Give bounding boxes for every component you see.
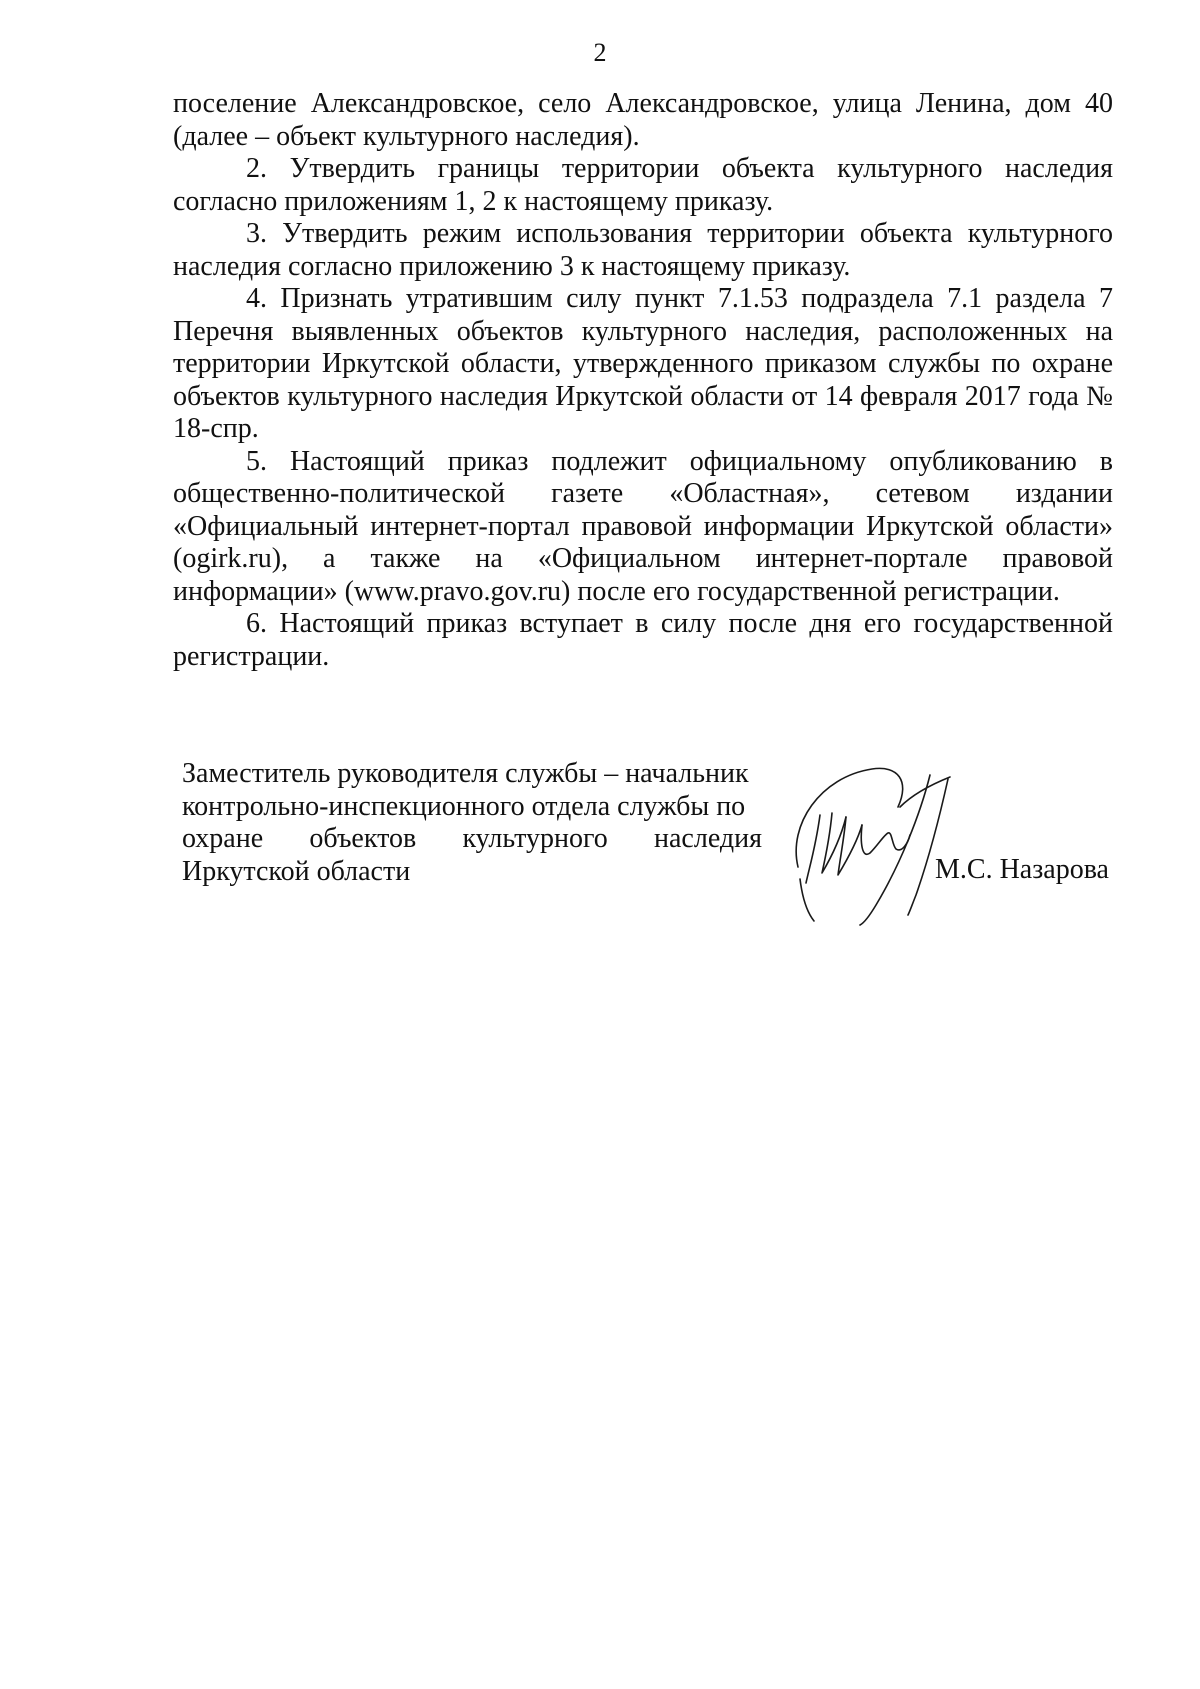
paragraph-2-boundaries: 2. Утвердить границы территории объекта культурного наследия согласно приложениям 1, 2 к настоящему приказу.	[173, 153, 1113, 217]
handwritten-signature	[780, 755, 970, 930]
paragraph-4-repeal: 4. Признать утратившим силу пункт 7.1.53 подраздела 7.1 раздела 7 Перечня выявленных объектов культурного наследия, расположенных на территории Иркутской области, утвержденного приказом службы по охране объектов культурного наследия Иркутской области от 14 февраля 2017 года № 18-спр.	[173, 283, 1113, 444]
position-line-3: охране объектов культурного наследия	[182, 823, 762, 854]
paragraph-5-publication: 5. Настоящий приказ подлежит официальному опубликованию в общественно-политической газете «Областная», сетевом издании «Официальный интернет-портал правовой информации Иркутской области» (ogirk.ru), а также на «Официальном интернет-портале правовой информации» (www.pravo.gov.ru) после его государственной регистрации.	[173, 445, 1113, 607]
paragraph-3-usage-regime: 3. Утвердить режим использования территории объекта культурного наследия согласно приложению 3 к настоящему приказу.	[173, 218, 1113, 282]
position-line-1: Заместитель руководителя службы – начальник	[182, 758, 749, 789]
paragraph-1-continuation: поселение Александровское, село Александровское, улица Ленина, дом 40 (далее – объект культурного наследия).	[173, 88, 1113, 152]
document-body	[173, 88, 1113, 673]
signatory-position	[182, 758, 762, 888]
paragraph-6-effective-date: 6. Настоящий приказ вступает в силу после дня его государственной регистрации.	[173, 608, 1113, 672]
position-line-2: контрольно-инспекционного отдела службы по	[182, 790, 746, 822]
signer-name: М.С. Назарова	[935, 854, 1109, 885]
page-number: 2	[593, 38, 607, 67]
position-line-4: Иркутской области	[182, 855, 411, 887]
